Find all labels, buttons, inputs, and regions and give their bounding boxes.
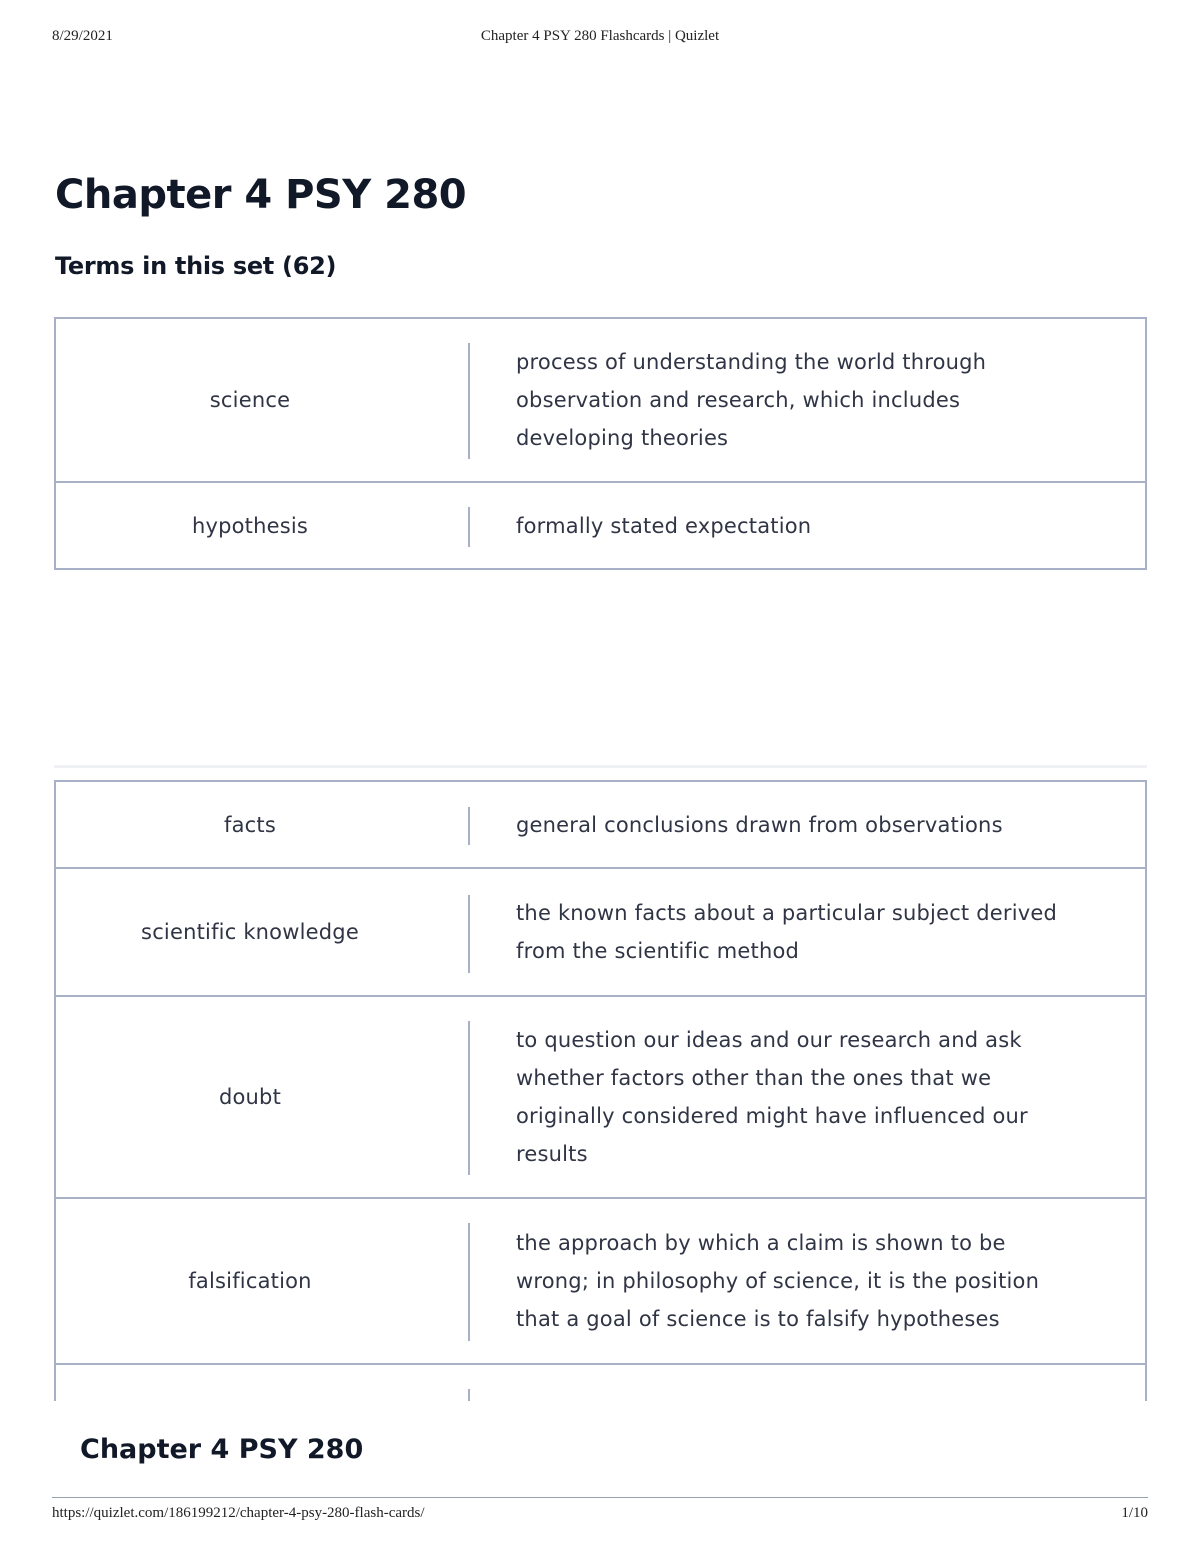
flashcard-definition	[516, 319, 1096, 481]
terms-count-heading: Terms in this set (62)	[55, 252, 337, 280]
page-break-shadow	[54, 765, 1147, 768]
definition-line: the approach by which a claim is shown to be	[516, 1231, 1006, 1255]
flashcard-divider	[468, 1021, 470, 1175]
page-title: Chapter 4 PSY 280	[55, 172, 467, 218]
flashcard-divider	[468, 507, 470, 547]
print-footer	[0, 1505, 1200, 1527]
flashcard-definition	[516, 782, 1096, 867]
page-footer-area	[0, 1401, 1200, 1553]
flashcard-row[interactable]	[54, 317, 1147, 483]
definition-line: from the scientific method	[516, 939, 800, 963]
flashcard-row[interactable]	[54, 481, 1147, 570]
flashcard-divider	[468, 1223, 470, 1341]
definition-line: the known facts about a particular subject derived	[516, 901, 1058, 925]
flashcard-term: science	[209, 388, 291, 412]
flashcard-row[interactable]	[54, 995, 1147, 1199]
flashcard-row[interactable]	[54, 1197, 1147, 1365]
flashcard-row[interactable]	[54, 867, 1147, 997]
print-url: https://quizlet.com/186199212/chapter-4-psy-280-flash-cards/	[52, 1505, 425, 1521]
definition-line: observation and research, which includes	[516, 388, 961, 412]
flashcard-definition	[516, 483, 1096, 568]
flashcard-row[interactable]	[54, 780, 1147, 869]
footer-divider	[52, 1497, 1148, 1498]
definition-line: formally stated expectation	[516, 513, 812, 538]
definition-line: process of understanding the world through	[516, 350, 987, 374]
flashcard-definition	[516, 997, 1096, 1197]
definition-line: originally considered might have influenced our	[516, 1104, 1028, 1128]
print-page-number: 1/10	[1121, 1505, 1148, 1521]
print-date: 8/29/2021	[52, 28, 113, 44]
definition-line: to question our ideas and our research and ask	[516, 1028, 1022, 1052]
definition-line: developing theories	[516, 426, 729, 450]
flashcard-term: hypothesis	[191, 513, 309, 538]
flashcard-divider	[468, 807, 470, 845]
flashcard-definition	[516, 1199, 1096, 1363]
footer-set-title: Chapter 4 PSY 280	[80, 1434, 364, 1465]
flashcard-term: doubt	[218, 1085, 282, 1109]
definition-line: wrong; in philosophy of science, it is the position	[516, 1269, 1040, 1293]
definition-line: results	[516, 1142, 588, 1166]
flashcard-divider	[468, 343, 470, 459]
flashcard-term: facts	[224, 812, 276, 837]
definition-line: general conclusions drawn from observations	[516, 812, 1003, 837]
print-document-title: Chapter 4 PSY 280 Flashcards | Quizlet	[480, 28, 720, 44]
flashcard-term: scientific knowledge	[141, 920, 359, 944]
flashcard-definition	[516, 869, 1096, 995]
flashcard-term: falsification	[188, 1269, 312, 1293]
flashcard-divider	[468, 895, 470, 973]
definition-line: whether factors other than the ones that we	[516, 1066, 992, 1090]
print-header	[0, 28, 1200, 50]
definition-line: that a goal of science is to falsify hypotheses	[516, 1307, 1000, 1331]
